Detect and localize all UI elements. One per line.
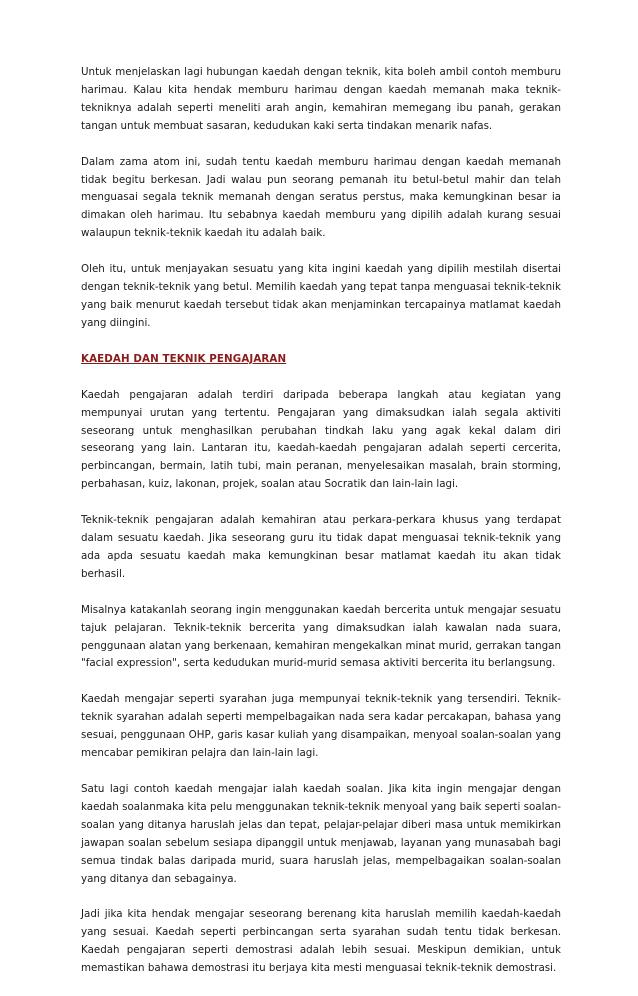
paragraph-success-method: Oleh itu, untuk menjayakan sesuatu yang kita ingini kaedah yang dipilih mestilah disertai dengan teknik-teknik yang betul. Memilih kaedah yang tepat tanpa menguasai teknik-teknik yang baik menurut kaedah tersebut tidak akan menjaminkan tercapainya matlamat kaedah yang diingini. xyxy=(81,263,561,329)
paragraph-teaching-method: Kaedah pengajaran adalah terdiri daripada beberapa langkah atau kegiatan yang mempunyai urutan yang tertentu. Pengajaran yang dimaksudkan ialah segala aktiviti seseorang untuk menghasilkan perubahan tindkah laku yang agak kekal dalam diri seseorang yang lain. Lantaran itu, kaedah-kaedah pengajaran adalah seperti cercerita, perbincangan, bermain, latih tubi, main peranan, menyelesaikan masalah, brain storming, perbahasan, kuiz, lakonan, projek, soalan atau Socratik dan lain-lain lagi. xyxy=(81,388,561,491)
paragraph-lecture: Kaedah mengajar seperti syarahan juga mempunyai teknik-teknik yang tersendiri. Teknik-teknik syarahan adalah seperti mempelbagaikan nada sera kadar percakapan, bahasa yang sesuai, penggunaan OHP, garis kasar kuliah yang disampaikan, menyoal soalan-soalan yang mencabar pemikiran pelajra dan lain-lain lagi. xyxy=(81,693,561,760)
paragraph-questioning: Satu lagi contoh kaedah mengajar ialah kaedah soalan. Jika kita ingin mengajar dengan kaedah soalanmaka kita pelu menggunakan teknik-teknik menyoal yang baik seperti soalan-soalan yang ditanya haruslah jelas dan tepat, pelajar-pelajar diberi masa untuk memikirkan jawapan soalan sebelum sesiapa dipanggil untuk menjawab, layanan yang munasabah bagi semua tindak balas daripada murid, suara haruslah jelas, mempelbagaikan soalan-soalan yang ditanya dan sebagainya. xyxy=(81,783,561,885)
document-page xyxy=(81,64,561,996)
paragraph-atomic-age: Dalam zama atom ini, sudah tentu kaedah memburu harimau dengan kaedah memanah tidak begitu berkesan. Jadi walau pun seorang pemanah itu betul-betul mahir dan telah menguasai segala teknik memanah dengan seratus perstus, maka kemungkinan besar ia dimakan oleh harimau. Itu sebabnya kaedah memburu yang dipilih adalah kurang sesuai walaupun teknik-teknik kaedah itu adalah baik. xyxy=(81,155,561,240)
section-heading: KAEDAH DAN TEKNIK PENGAJARAN xyxy=(81,352,287,365)
paragraph-swimming: Jadi jika kita hendak mengajar seseorang berenang kita haruslah memilih kaedah-kaedah yang sesuai. Kaedah seperti perbincangan serta syarahan sudah tentu tidak berkesan. Kaedah pengajaran seperti demostrasi adalah lebih sesuai. Meskipun demikian, untuk memastikan bahawa demostrasi itu berjaya kita mesti menguasai teknik-teknik demostrasi. xyxy=(81,908,561,975)
paragraph-hunting-example: Untuk menjelaskan lagi hubungan kaedah dengan teknik, kita boleh ambil contoh memburu harimau. Kalau kita hendak memburu harimau dengan kaedah memanah maka teknik-tekniknya adalah seperti meneliti arah angin, kemahiran memegang ibu panah, gerakan tangan untuk membuat sasaran, kedudukan kaki serta tindakan menarik nafas. xyxy=(81,66,561,132)
paragraph-storytelling: Misalnya katakanlah seorang ingin menggunakan kaedah bercerita untuk mengajar sesuatu tajuk pelajaran. Teknik-teknik bercerita yang dimaksudkan ialah kawalan nada suara, penggunaan alatan yang berkenaan, kemahiran mengekalkan minat murid, gerrakan tangan "facial expression", serta kedudukan murid-murid semasa aktiviti bercerita itu berlangsung. xyxy=(81,603,561,670)
paragraph-teaching-technique: Teknik-teknik pengajaran adalah kemahiran atau perkara-perkara khusus yang terdapat dalam sesuatu kaedah. Jika seseorang guru itu tidak dapat menguasai teknik-teknik yang ada apda sesuatu kaedah maka kemungkinan besar matlamat kaedah itu akan tidak berhasil. xyxy=(81,514,561,580)
